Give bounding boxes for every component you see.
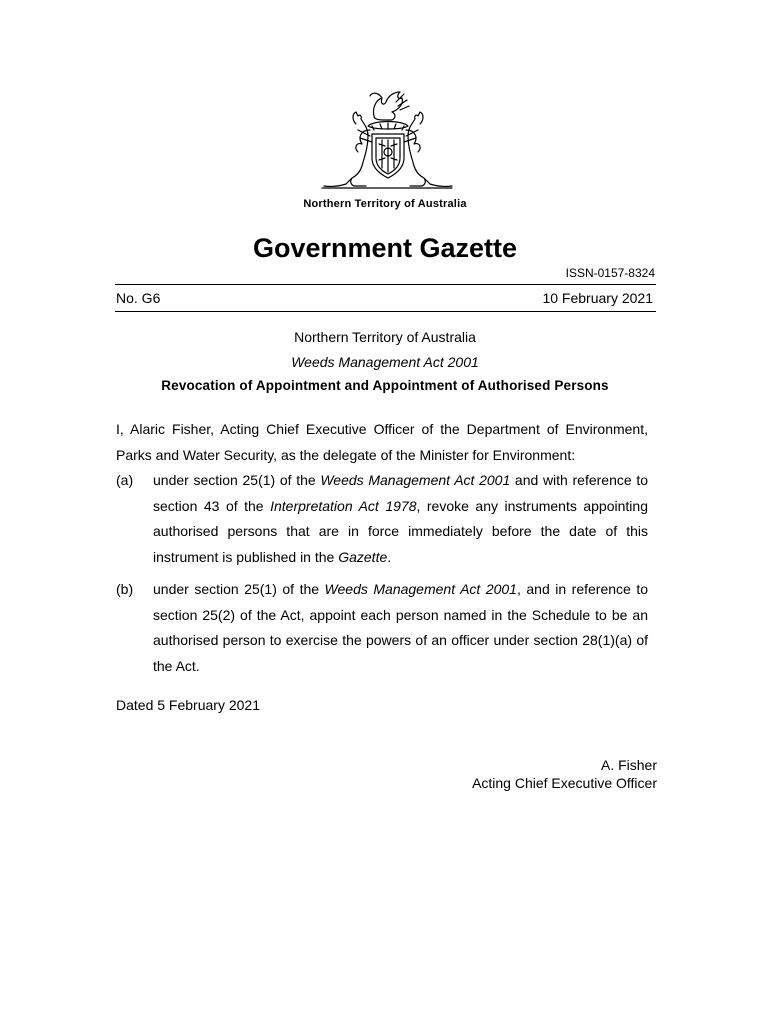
issue-date: 10 February 2021 bbox=[542, 290, 653, 306]
crest-caption: Northern Territory of Australia bbox=[303, 198, 467, 210]
notice-intro: I, Alaric Fisher, Acting Chief Executive Officer of the Department of Environment, Parks and Water Security, as the delegate of the Minister for Environment: bbox=[116, 421, 648, 463]
act-reference: Interpretation Act 1978 bbox=[270, 497, 417, 514]
coat-of-arms-emblem bbox=[312, 86, 462, 196]
clause-a-text: under section 25(1) of the Weeds Management Act 2001 and with reference to section 43 of the Interpretation Act 1978, revoke any instruments appointing authorised persons that are in force immediately before the date of this instrument is published in the Gazette. bbox=[153, 472, 649, 565]
signatory-title: Acting Chief Executive Officer bbox=[472, 775, 657, 791]
dated-line: Dated 5 February 2021 bbox=[116, 697, 260, 713]
act-reference: Weeds Management Act 2001 bbox=[324, 581, 517, 597]
gazette-title: Government Gazette bbox=[252, 233, 518, 263]
notice-body bbox=[116, 417, 648, 733]
clause-b-label: (b) bbox=[116, 581, 134, 597]
gazette-reference: Gazette bbox=[338, 548, 388, 565]
clause-b bbox=[116, 577, 648, 679]
issn-number: ISSN-0157-8324 bbox=[565, 266, 655, 280]
notice-heading: Revocation of Appointment and Appointment of Authorised Persons bbox=[161, 378, 609, 393]
clause-b-text: under section 25(1) of the Weeds Management Act 2001, and in reference to section 25(2) of the Act, appoint each person named in the Schedule to be an authorised person to exercise the powers of an officer under section 28(1)(a) of the Act. bbox=[153, 581, 648, 674]
signatory-name: A. Fisher bbox=[600, 757, 657, 773]
header-rule-bottom bbox=[115, 311, 656, 312]
notice-jurisdiction: Northern Territory of Australia bbox=[294, 329, 476, 345]
clause-a bbox=[116, 468, 648, 570]
act-reference: Weeds Management Act 2001 bbox=[320, 472, 511, 488]
notice-act-name: Weeds Management Act 2001 bbox=[291, 354, 479, 370]
clause-a-label: (a) bbox=[116, 472, 134, 488]
issue-number: No. G6 bbox=[116, 290, 161, 306]
header-rule-top bbox=[115, 284, 656, 285]
